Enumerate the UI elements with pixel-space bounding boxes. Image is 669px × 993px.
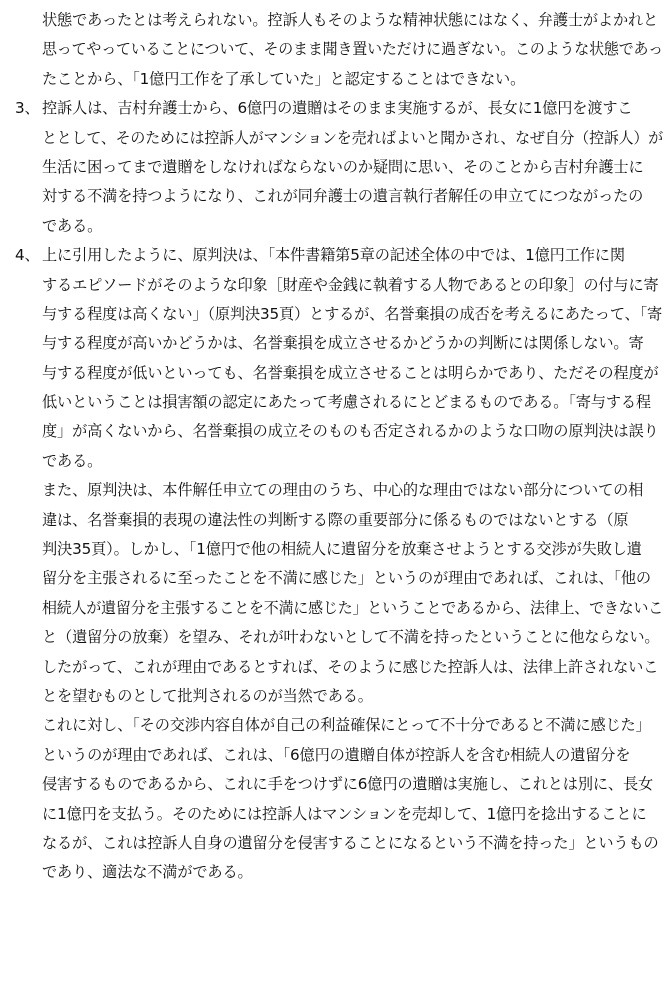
line-text: 与する程度が低いといっても、名誉棄損を成立させることは明らかであり、ただその程度が (42, 363, 659, 382)
line-text: なるが、これは控訴人自身の遺留分を侵害することになるという不満を持った」というもの (42, 833, 659, 852)
text-line (0, 359, 669, 388)
text-line (0, 535, 669, 564)
text-line (0, 65, 669, 94)
line-text: 思ってやっていることについて、そのまま聞き置いただけに過ぎない。このような状態であっ (42, 40, 663, 59)
line-text: である。 (42, 451, 103, 470)
line-text: であり、適法な不満がである。 (42, 863, 253, 882)
line-text: 与する程度が高いかどうかは、名誉棄損を成立させるかどうかの判断には関係しない。寄 (42, 334, 644, 353)
text-line (0, 506, 669, 535)
line-text: 控訴人は、吉村弁護士から、6億円の遺贈はそのまま実施するが、長女に1億円を渡すこ (42, 99, 633, 118)
text-line (0, 124, 669, 153)
line-text: 違は、名誉棄損的表現の違法性の判断する際の重要部分に係るものではないとする（原 (42, 510, 629, 529)
line-text: 判決35頁）。しかし、「1億円で他の相続人に遺留分を放棄させようとする交渉が失敗し遺 (42, 540, 642, 559)
line-text: 低いということは損害額の認定にあたって考慮されるにとどまるものである。「寄与する程 (42, 393, 651, 412)
text-line (0, 271, 669, 300)
text-line (0, 6, 669, 35)
text-line (0, 182, 669, 211)
line-text: 上に引用したように、原判決は、「本件書籍第5章の記述全体の中では、1億円工作に関 (42, 246, 625, 265)
text-line (0, 564, 669, 593)
line-text: とを望むものとして批判されるのが当然である。 (42, 686, 373, 705)
line-text: というのが理由であれば、これは、「6億円の遺贈自体が控訴人を含む相続人の遺留分を (42, 745, 631, 764)
text-line (0, 417, 669, 446)
text-line (0, 682, 669, 711)
line-text: である。 (42, 216, 103, 235)
text-line (0, 741, 669, 770)
text-line (0, 770, 669, 799)
line-text: 生活に困ってまで遺贈をしなければならないのか疑問に思い、そのことから吉村弁護士に (42, 157, 644, 176)
line-text: ととして、そのためには控訴人がマンションを売ればよいと聞かされ、なぜ自分（控訴人）が (42, 128, 664, 147)
line-text: 与する程度は高くない」（原判決35頁）とするが、名誉棄損の成否を考えるにあたって、「寄 (42, 304, 663, 323)
text-line (0, 153, 669, 182)
line-text: これに対し、「その交渉内容自体が自己の利益確保にとって不十分であると不満に感じた」 (42, 716, 651, 735)
text-line (0, 94, 669, 123)
line-text: 相続人が遺留分を主張することを不満に感じた」ということであるから、法律上、できないこ (42, 598, 664, 617)
line-text: 状態であったとは考えられない。控訴人もそのような精神状態にはなく、弁護士がよかれと (42, 11, 659, 29)
line-text: また、原判決は、本件解任申立ての理由のうち、中心的な理由ではない部分についての相 (42, 481, 644, 500)
line-text: するエピソードがそのような印象［財産や金銭に執着する人物であるとの印象］の付与に寄 (42, 275, 659, 294)
text-line (0, 35, 669, 64)
text-line (0, 241, 669, 270)
text-line (0, 594, 669, 623)
line-text: 侵害するものであるから、これに手をつけずに6億円の遺贈は実施し、これとは別に、長女 (42, 775, 654, 794)
list-number: 3、 (15, 99, 40, 118)
list-number: 4、 (15, 246, 40, 265)
text-line (0, 623, 669, 652)
text-line (0, 711, 669, 740)
text-line (0, 329, 669, 358)
text-line (0, 653, 669, 682)
text-line (0, 829, 669, 858)
line-text: したがって、これが理由であるとすれば、そのように感じた控訴人は、法律上許されないこ (42, 657, 659, 676)
document-page (0, 6, 669, 888)
text-line (0, 447, 669, 476)
text-line (0, 858, 669, 887)
text-line (0, 800, 669, 829)
line-text: に1億円を支払う。そのためには控訴人はマンションを売却して、1億円を捻出することに (42, 804, 647, 823)
line-text: 度」が高くないから、名誉棄損の成立そのものも否定されるかのような口吻の原判決は誤り (42, 422, 659, 441)
line-text: 対する不満を持つようになり、これが同弁護士の遺言執行者解任の申立てにつながったの (42, 187, 644, 206)
line-text: たことから、「1億円工作を了承していた」と認定することはできない。 (42, 69, 526, 88)
line-text: と（遺留分の放棄）を望み、それが叶わないとして不満を持ったということに他ならない。 (42, 628, 660, 647)
text-line (0, 212, 669, 241)
line-text: 留分を主張されるに至ったことを不満に感じた」というのが理由であれば、これは、「他の (42, 569, 651, 588)
text-line (0, 300, 669, 329)
text-line (0, 388, 669, 417)
text-line (0, 476, 669, 505)
